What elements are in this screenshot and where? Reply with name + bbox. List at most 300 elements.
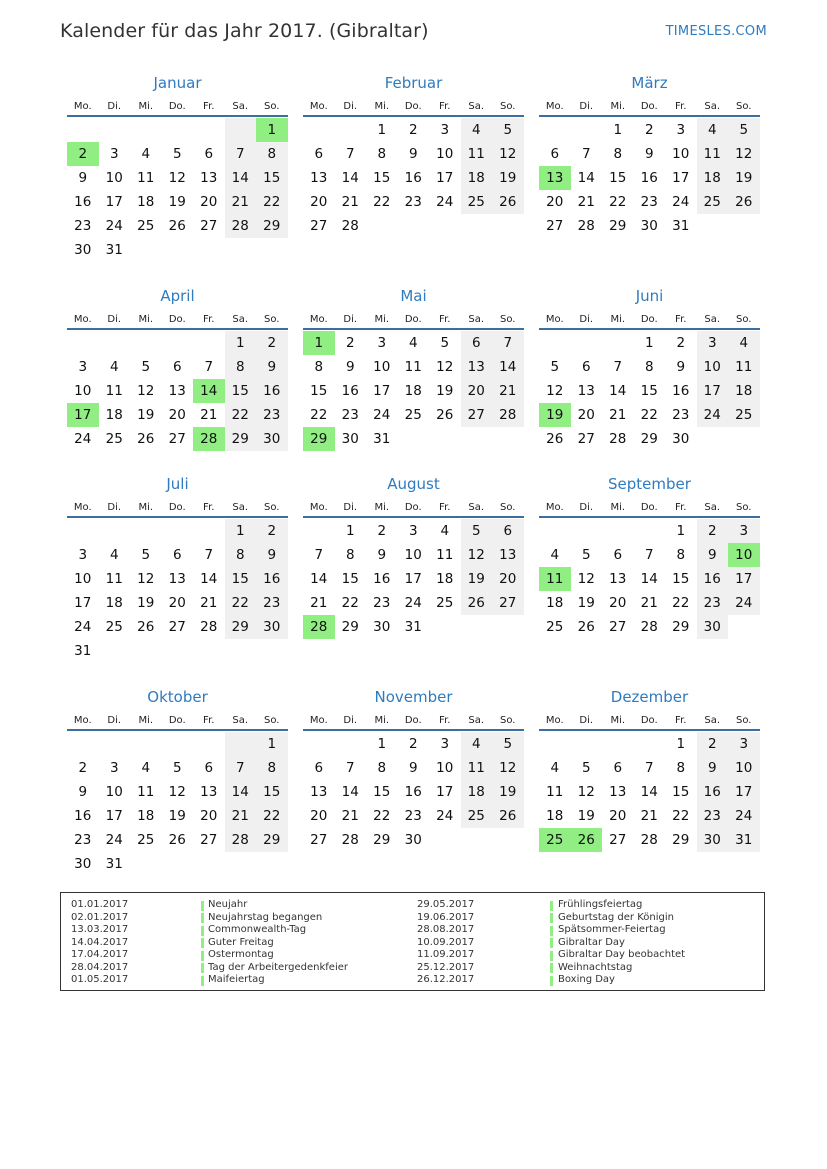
day-cell[interactable]: 3	[109, 146, 119, 162]
day-cell[interactable]: 17	[74, 595, 92, 611]
day-cell[interactable]: 23	[373, 595, 391, 611]
day-cell[interactable]: 11	[697, 142, 729, 166]
day-cell[interactable]: 20	[546, 194, 564, 210]
day-cell[interactable]: 7	[204, 359, 214, 375]
day-cell[interactable]: 31	[404, 619, 422, 635]
day-cell[interactable]: 8	[225, 355, 257, 379]
day-cell[interactable]: 18	[137, 808, 155, 824]
day-cell[interactable]: 12	[168, 170, 186, 186]
day-cell[interactable]: 13	[200, 170, 218, 186]
day-cell[interactable]: 24	[728, 591, 760, 615]
day-cell[interactable]: 19	[728, 166, 760, 190]
day-cell[interactable]: 17	[697, 379, 729, 403]
day-cell[interactable]: 16	[404, 170, 422, 186]
day-cell[interactable]: 9	[676, 359, 686, 375]
day-cell[interactable]: 17	[672, 170, 690, 186]
day-cell[interactable]: 22	[609, 194, 627, 210]
day-cell[interactable]: 25	[137, 832, 155, 848]
day-cell[interactable]: 26	[137, 431, 155, 447]
day-cell[interactable]: 23	[74, 832, 92, 848]
day-cell[interactable]: 31	[74, 643, 92, 659]
day-cell[interactable]: 13	[310, 170, 328, 186]
day-cell[interactable]: 12	[492, 756, 524, 780]
day-cell[interactable]: 28	[341, 832, 359, 848]
day-cell[interactable]: 16	[373, 571, 391, 587]
day-cell[interactable]: 14	[193, 379, 225, 403]
day-cell[interactable]: 17	[436, 170, 454, 186]
day-cell[interactable]: 22	[373, 808, 391, 824]
day-cell[interactable]: 18	[436, 571, 454, 587]
day-cell[interactable]: 31	[373, 431, 391, 447]
day-cell[interactable]: 4	[461, 732, 493, 756]
day-cell[interactable]: 28	[200, 619, 218, 635]
day-cell[interactable]: 7	[345, 146, 355, 162]
day-cell[interactable]: 25	[105, 431, 123, 447]
day-cell[interactable]: 12	[577, 784, 595, 800]
day-cell[interactable]: 23	[341, 407, 359, 423]
day-cell[interactable]: 25	[697, 190, 729, 214]
day-cell[interactable]: 29	[609, 218, 627, 234]
day-cell[interactable]: 11	[105, 383, 123, 399]
day-cell[interactable]: 11	[105, 571, 123, 587]
day-cell[interactable]: 7	[314, 547, 324, 563]
day-cell[interactable]: 20	[168, 595, 186, 611]
day-cell[interactable]: 28	[577, 218, 595, 234]
day-cell[interactable]: 10	[728, 543, 760, 567]
day-cell[interactable]: 2	[377, 523, 387, 539]
day-cell[interactable]: 26	[168, 218, 186, 234]
day-cell[interactable]: 29	[672, 619, 690, 635]
day-cell[interactable]: 17	[105, 808, 123, 824]
day-cell[interactable]: 27	[168, 619, 186, 635]
day-cell[interactable]: 26	[492, 190, 524, 214]
day-cell[interactable]: 15	[672, 784, 690, 800]
day-cell[interactable]: 19	[168, 808, 186, 824]
day-cell[interactable]: 14	[492, 355, 524, 379]
day-cell[interactable]: 21	[225, 804, 257, 828]
day-cell[interactable]: 7	[345, 760, 355, 776]
day-cell[interactable]: 27	[609, 619, 627, 635]
day-cell[interactable]: 8	[256, 142, 288, 166]
day-cell[interactable]: 21	[640, 808, 658, 824]
day-cell[interactable]: 6	[550, 146, 560, 162]
day-cell[interactable]: 20	[200, 194, 218, 210]
day-cell[interactable]: 10	[697, 355, 729, 379]
day-cell[interactable]: 8	[377, 146, 387, 162]
day-cell[interactable]: 6	[172, 359, 182, 375]
day-cell[interactable]: 1	[676, 523, 686, 539]
day-cell[interactable]: 28	[193, 427, 225, 451]
day-cell[interactable]: 14	[341, 170, 359, 186]
day-cell[interactable]: 18	[105, 407, 123, 423]
day-cell[interactable]: 27	[310, 832, 328, 848]
day-cell[interactable]: 4	[141, 760, 151, 776]
day-cell[interactable]: 2	[697, 732, 729, 756]
day-cell[interactable]: 9	[256, 543, 288, 567]
day-cell[interactable]: 12	[137, 571, 155, 587]
day-cell[interactable]: 24	[436, 808, 454, 824]
day-cell[interactable]: 6	[581, 359, 591, 375]
day-cell[interactable]: 21	[200, 407, 218, 423]
day-cell[interactable]: 1	[613, 122, 623, 138]
day-cell[interactable]: 21	[341, 808, 359, 824]
day-cell[interactable]: 7	[644, 760, 654, 776]
day-cell[interactable]: 23	[404, 194, 422, 210]
day-cell[interactable]: 11	[137, 784, 155, 800]
day-cell[interactable]: 5	[728, 118, 760, 142]
day-cell[interactable]: 25	[137, 218, 155, 234]
day-cell[interactable]: 16	[341, 383, 359, 399]
day-cell[interactable]: 5	[172, 760, 182, 776]
day-cell[interactable]: 15	[640, 383, 658, 399]
day-cell[interactable]: 4	[728, 331, 760, 355]
day-cell[interactable]: 9	[697, 543, 729, 567]
day-cell[interactable]: 4	[109, 359, 119, 375]
day-cell[interactable]: 9	[78, 784, 88, 800]
day-cell[interactable]: 25	[728, 403, 760, 427]
day-cell[interactable]: 29	[640, 431, 658, 447]
day-cell[interactable]: 7	[644, 547, 654, 563]
day-cell[interactable]: 11	[137, 170, 155, 186]
day-cell[interactable]: 3	[676, 122, 686, 138]
day-cell[interactable]: 7	[613, 359, 623, 375]
day-cell[interactable]: 6	[461, 331, 493, 355]
day-cell[interactable]: 11	[436, 547, 454, 563]
day-cell[interactable]: 9	[408, 146, 418, 162]
day-cell[interactable]: 18	[697, 166, 729, 190]
day-cell[interactable]: 2	[256, 519, 288, 543]
day-cell[interactable]: 31	[105, 856, 123, 872]
day-cell[interactable]: 25	[461, 804, 493, 828]
day-cell[interactable]: 14	[310, 571, 328, 587]
day-cell[interactable]: 24	[105, 832, 123, 848]
day-cell[interactable]: 20	[461, 379, 493, 403]
day-cell[interactable]: 6	[314, 760, 324, 776]
day-cell[interactable]: 5	[492, 118, 524, 142]
day-cell[interactable]: 8	[676, 760, 686, 776]
day-cell[interactable]: 21	[341, 194, 359, 210]
day-cell[interactable]: 12	[436, 359, 454, 375]
day-cell[interactable]: 24	[697, 403, 729, 427]
day-cell[interactable]: 27	[492, 591, 524, 615]
day-cell[interactable]: 20	[310, 194, 328, 210]
day-cell[interactable]: 4	[550, 760, 560, 776]
day-cell[interactable]: 13	[609, 571, 627, 587]
day-cell[interactable]: 25	[461, 190, 493, 214]
day-cell[interactable]: 21	[225, 190, 257, 214]
day-cell[interactable]: 27	[200, 218, 218, 234]
day-cell[interactable]: 5	[581, 760, 591, 776]
day-cell[interactable]: 31	[672, 218, 690, 234]
day-cell[interactable]: 13	[492, 543, 524, 567]
day-cell[interactable]: 13	[461, 355, 493, 379]
day-cell[interactable]: 16	[640, 170, 658, 186]
day-cell[interactable]: 2	[408, 122, 418, 138]
day-cell[interactable]: 3	[78, 359, 88, 375]
day-cell[interactable]: 30	[74, 242, 92, 258]
day-cell[interactable]: 4	[440, 523, 450, 539]
day-cell[interactable]: 11	[404, 359, 422, 375]
day-cell[interactable]: 19	[137, 407, 155, 423]
day-cell[interactable]: 29	[303, 427, 335, 451]
day-cell[interactable]: 30	[256, 427, 288, 451]
day-cell[interactable]: 13	[539, 166, 571, 190]
day-cell[interactable]: 22	[225, 403, 257, 427]
day-cell[interactable]: 28	[492, 403, 524, 427]
day-cell[interactable]: 8	[256, 756, 288, 780]
day-cell[interactable]: 3	[697, 331, 729, 355]
day-cell[interactable]: 16	[697, 780, 729, 804]
day-cell[interactable]: 28	[303, 615, 335, 639]
day-cell[interactable]: 5	[440, 335, 450, 351]
day-cell[interactable]: 23	[672, 407, 690, 423]
day-cell[interactable]: 26	[571, 828, 603, 852]
day-cell[interactable]: 24	[74, 619, 92, 635]
day-cell[interactable]: 25	[404, 407, 422, 423]
day-cell[interactable]: 24	[728, 804, 760, 828]
day-cell[interactable]: 6	[613, 760, 623, 776]
day-cell[interactable]: 17	[728, 567, 760, 591]
day-cell[interactable]: 30	[404, 832, 422, 848]
day-cell[interactable]: 28	[341, 218, 359, 234]
day-cell[interactable]: 15	[341, 571, 359, 587]
day-cell[interactable]: 29	[256, 828, 288, 852]
day-cell[interactable]: 10	[74, 383, 92, 399]
day-cell[interactable]: 20	[200, 808, 218, 824]
day-cell[interactable]: 26	[546, 431, 564, 447]
day-cell[interactable]: 12	[137, 383, 155, 399]
day-cell[interactable]: 11	[461, 756, 493, 780]
day-cell[interactable]: 19	[539, 403, 571, 427]
day-cell[interactable]: 10	[672, 146, 690, 162]
day-cell[interactable]: 16	[672, 383, 690, 399]
day-cell[interactable]: 12	[577, 571, 595, 587]
day-cell[interactable]: 27	[200, 832, 218, 848]
day-cell[interactable]: 1	[303, 331, 335, 355]
day-cell[interactable]: 27	[168, 431, 186, 447]
day-cell[interactable]: 10	[105, 170, 123, 186]
day-cell[interactable]: 22	[640, 407, 658, 423]
day-cell[interactable]: 30	[672, 431, 690, 447]
day-cell[interactable]: 19	[461, 567, 493, 591]
day-cell[interactable]: 3	[728, 519, 760, 543]
day-cell[interactable]: 4	[408, 335, 418, 351]
day-cell[interactable]: 9	[377, 547, 387, 563]
day-cell[interactable]: 2	[345, 335, 355, 351]
day-cell[interactable]: 29	[341, 619, 359, 635]
day-cell[interactable]: 24	[672, 194, 690, 210]
day-cell[interactable]: 20	[609, 808, 627, 824]
day-cell[interactable]: 1	[345, 523, 355, 539]
day-cell[interactable]: 12	[546, 383, 564, 399]
day-cell[interactable]: 2	[644, 122, 654, 138]
day-cell[interactable]: 11	[728, 355, 760, 379]
day-cell[interactable]: 23	[256, 403, 288, 427]
day-cell[interactable]: 10	[436, 760, 454, 776]
day-cell[interactable]: 15	[256, 780, 288, 804]
day-cell[interactable]: 8	[345, 547, 355, 563]
day-cell[interactable]: 13	[577, 383, 595, 399]
day-cell[interactable]: 14	[225, 780, 257, 804]
day-cell[interactable]: 20	[168, 407, 186, 423]
day-cell[interactable]: 15	[373, 170, 391, 186]
day-cell[interactable]: 30	[373, 619, 391, 635]
day-cell[interactable]: 7	[225, 142, 257, 166]
day-cell[interactable]: 30	[697, 828, 729, 852]
day-cell[interactable]: 24	[74, 431, 92, 447]
day-cell[interactable]: 27	[310, 218, 328, 234]
day-cell[interactable]: 22	[225, 591, 257, 615]
day-cell[interactable]: 6	[613, 547, 623, 563]
day-cell[interactable]: 29	[225, 427, 257, 451]
day-cell[interactable]: 21	[200, 595, 218, 611]
day-cell[interactable]: 14	[341, 784, 359, 800]
day-cell[interactable]: 18	[461, 780, 493, 804]
day-cell[interactable]: 25	[105, 619, 123, 635]
day-cell[interactable]: 14	[640, 571, 658, 587]
day-cell[interactable]: 17	[728, 780, 760, 804]
day-cell[interactable]: 1	[256, 118, 288, 142]
day-cell[interactable]: 27	[546, 218, 564, 234]
day-cell[interactable]: 28	[609, 431, 627, 447]
day-cell[interactable]: 4	[461, 118, 493, 142]
day-cell[interactable]: 17	[404, 571, 422, 587]
day-cell[interactable]: 11	[546, 784, 564, 800]
day-cell[interactable]: 1	[377, 736, 387, 752]
day-cell[interactable]: 1	[256, 732, 288, 756]
day-cell[interactable]: 25	[546, 619, 564, 635]
day-cell[interactable]: 12	[168, 784, 186, 800]
day-cell[interactable]: 8	[314, 359, 324, 375]
day-cell[interactable]: 4	[109, 547, 119, 563]
day-cell[interactable]: 2	[697, 519, 729, 543]
day-cell[interactable]: 1	[676, 736, 686, 752]
day-cell[interactable]: 10	[74, 571, 92, 587]
day-cell[interactable]: 10	[404, 547, 422, 563]
day-cell[interactable]: 18	[728, 379, 760, 403]
day-cell[interactable]: 30	[74, 856, 92, 872]
day-cell[interactable]: 3	[408, 523, 418, 539]
day-cell[interactable]: 17	[436, 784, 454, 800]
day-cell[interactable]: 19	[436, 383, 454, 399]
day-cell[interactable]: 20	[577, 407, 595, 423]
day-cell[interactable]: 3	[109, 760, 119, 776]
day-cell[interactable]: 2	[67, 142, 99, 166]
day-cell[interactable]: 6	[172, 547, 182, 563]
day-cell[interactable]: 11	[539, 567, 571, 591]
day-cell[interactable]: 24	[436, 194, 454, 210]
day-cell[interactable]: 13	[168, 383, 186, 399]
day-cell[interactable]: 27	[461, 403, 493, 427]
day-cell[interactable]: 7	[492, 331, 524, 355]
day-cell[interactable]: 9	[697, 756, 729, 780]
day-cell[interactable]: 11	[461, 142, 493, 166]
day-cell[interactable]: 1	[225, 519, 257, 543]
day-cell[interactable]: 26	[461, 591, 493, 615]
day-cell[interactable]: 16	[404, 784, 422, 800]
day-cell[interactable]: 8	[225, 543, 257, 567]
day-cell[interactable]: 23	[640, 194, 658, 210]
day-cell[interactable]: 23	[697, 591, 729, 615]
day-cell[interactable]: 30	[341, 431, 359, 447]
day-cell[interactable]: 20	[492, 567, 524, 591]
day-cell[interactable]: 15	[256, 166, 288, 190]
day-cell[interactable]: 20	[609, 595, 627, 611]
day-cell[interactable]: 13	[609, 784, 627, 800]
day-cell[interactable]: 5	[492, 732, 524, 756]
day-cell[interactable]: 28	[640, 619, 658, 635]
day-cell[interactable]: 14	[640, 784, 658, 800]
day-cell[interactable]: 9	[408, 760, 418, 776]
day-cell[interactable]: 21	[310, 595, 328, 611]
day-cell[interactable]: 22	[256, 190, 288, 214]
day-cell[interactable]: 10	[373, 359, 391, 375]
day-cell[interactable]: 25	[436, 595, 454, 611]
day-cell[interactable]: 28	[225, 214, 257, 238]
day-cell[interactable]: 16	[256, 567, 288, 591]
day-cell[interactable]: 7	[225, 756, 257, 780]
day-cell[interactable]: 4	[697, 118, 729, 142]
day-cell[interactable]: 6	[204, 146, 214, 162]
day-cell[interactable]: 24	[373, 407, 391, 423]
day-cell[interactable]: 28	[640, 832, 658, 848]
day-cell[interactable]: 9	[78, 170, 88, 186]
day-cell[interactable]: 8	[644, 359, 654, 375]
day-cell[interactable]: 19	[492, 166, 524, 190]
day-cell[interactable]: 5	[172, 146, 182, 162]
day-cell[interactable]: 22	[310, 407, 328, 423]
day-cell[interactable]: 5	[550, 359, 560, 375]
day-cell[interactable]: 3	[728, 732, 760, 756]
day-cell[interactable]: 12	[461, 543, 493, 567]
day-cell[interactable]: 15	[609, 170, 627, 186]
day-cell[interactable]: 4	[550, 547, 560, 563]
day-cell[interactable]: 26	[436, 407, 454, 423]
day-cell[interactable]: 22	[373, 194, 391, 210]
day-cell[interactable]: 20	[310, 808, 328, 824]
day-cell[interactable]: 13	[310, 784, 328, 800]
day-cell[interactable]: 15	[225, 567, 257, 591]
day-cell[interactable]: 16	[256, 379, 288, 403]
day-cell[interactable]: 22	[672, 808, 690, 824]
day-cell[interactable]: 26	[728, 190, 760, 214]
day-cell[interactable]: 22	[256, 804, 288, 828]
day-cell[interactable]: 3	[440, 122, 450, 138]
day-cell[interactable]: 9	[345, 359, 355, 375]
day-cell[interactable]: 21	[577, 194, 595, 210]
day-cell[interactable]: 1	[225, 331, 257, 355]
day-cell[interactable]: 18	[137, 194, 155, 210]
day-cell[interactable]: 17	[105, 194, 123, 210]
day-cell[interactable]: 25	[539, 828, 571, 852]
day-cell[interactable]: 21	[640, 595, 658, 611]
day-cell[interactable]: 23	[74, 218, 92, 234]
day-cell[interactable]: 23	[404, 808, 422, 824]
day-cell[interactable]: 17	[67, 403, 99, 427]
day-cell[interactable]: 2	[78, 760, 88, 776]
day-cell[interactable]: 7	[581, 146, 591, 162]
day-cell[interactable]: 31	[105, 242, 123, 258]
day-cell[interactable]: 16	[74, 808, 92, 824]
day-cell[interactable]: 29	[672, 832, 690, 848]
day-cell[interactable]: 26	[577, 619, 595, 635]
day-cell[interactable]: 9	[256, 355, 288, 379]
day-cell[interactable]: 5	[461, 519, 493, 543]
day-cell[interactable]: 13	[168, 571, 186, 587]
day-cell[interactable]: 4	[141, 146, 151, 162]
day-cell[interactable]: 1	[644, 335, 654, 351]
day-cell[interactable]: 10	[105, 784, 123, 800]
